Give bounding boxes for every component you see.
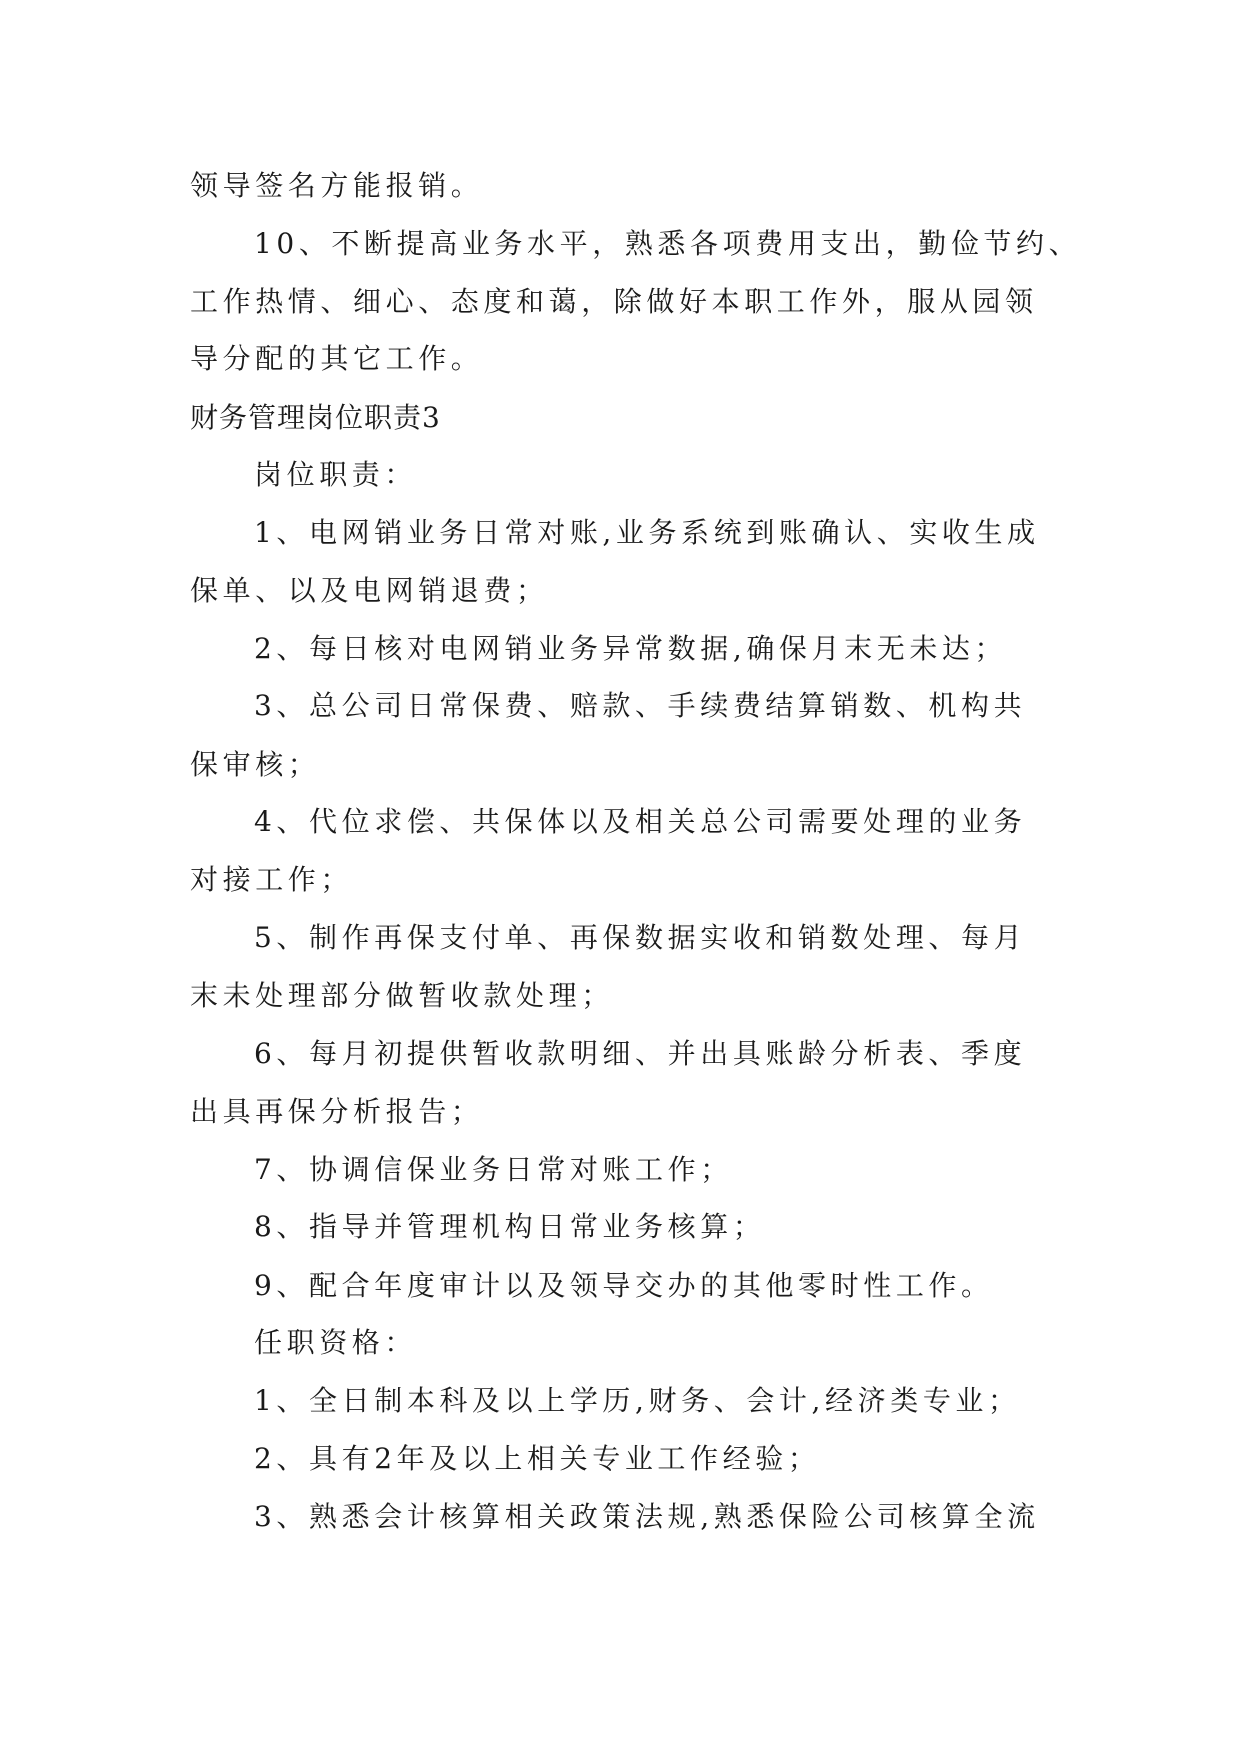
text-line: 4、代位求偿、共保体以及相关总公司需要处理的业务 (254, 805, 1027, 838)
text-line: 7、协调信保业务日常对账工作； (254, 1153, 733, 1186)
text-line: 5、制作再保支付单、再保数据实收和销数处理、每月 (254, 921, 1027, 954)
text-line: 领导签名方能报销。 (190, 169, 484, 202)
text-line: 10、不断提高业务水平，熟悉各项费用支出，勤俭节约、 (254, 227, 1082, 260)
text-line: 6、每月初提供暂收款明细、并出具账龄分析表、季度 (254, 1037, 1027, 1070)
text-line: 3、熟悉会计核算相关政策法规,熟悉保险公司核算全流 (254, 1500, 1040, 1533)
text-line: 2、每日核对电网销业务异常数据,确保月末无未达； (254, 632, 1008, 665)
text-line: 1、全日制本科及以上学历,财务、会计,经济类专业； (254, 1384, 1021, 1417)
text-line: 出具再保分析报告； (190, 1095, 484, 1128)
text-line: 保单、以及电网销退费； (190, 574, 549, 607)
text-line: 2、具有2年及以上相关专业工作经验； (254, 1442, 821, 1475)
text-line: 9、配合年度审计以及领导交办的其他零时性工作。 (254, 1269, 994, 1302)
subheading: 任职资格： (254, 1326, 418, 1359)
text-line: 导分配的其它工作。 (190, 342, 484, 375)
text-line: 末未处理部分做暂收款处理； (190, 979, 614, 1012)
subheading: 岗位职责： (254, 458, 418, 491)
text-line: 1、电网销业务日常对账,业务系统到账确认、实收生成 (254, 516, 1040, 549)
text-line: 8、指导并管理机构日常业务核算； (254, 1210, 766, 1243)
text-line: 工作热情、细心、态度和蔼，除做好本职工作外，服从园领 (190, 285, 1038, 318)
text-line: 3、总公司日常保费、赔款、手续费结算销数、机构共 (254, 689, 1027, 722)
section-heading: 财务管理岗位职责3 (190, 401, 441, 434)
text-line: 对接工作； (190, 863, 354, 896)
text-line: 保审核； (190, 748, 321, 781)
